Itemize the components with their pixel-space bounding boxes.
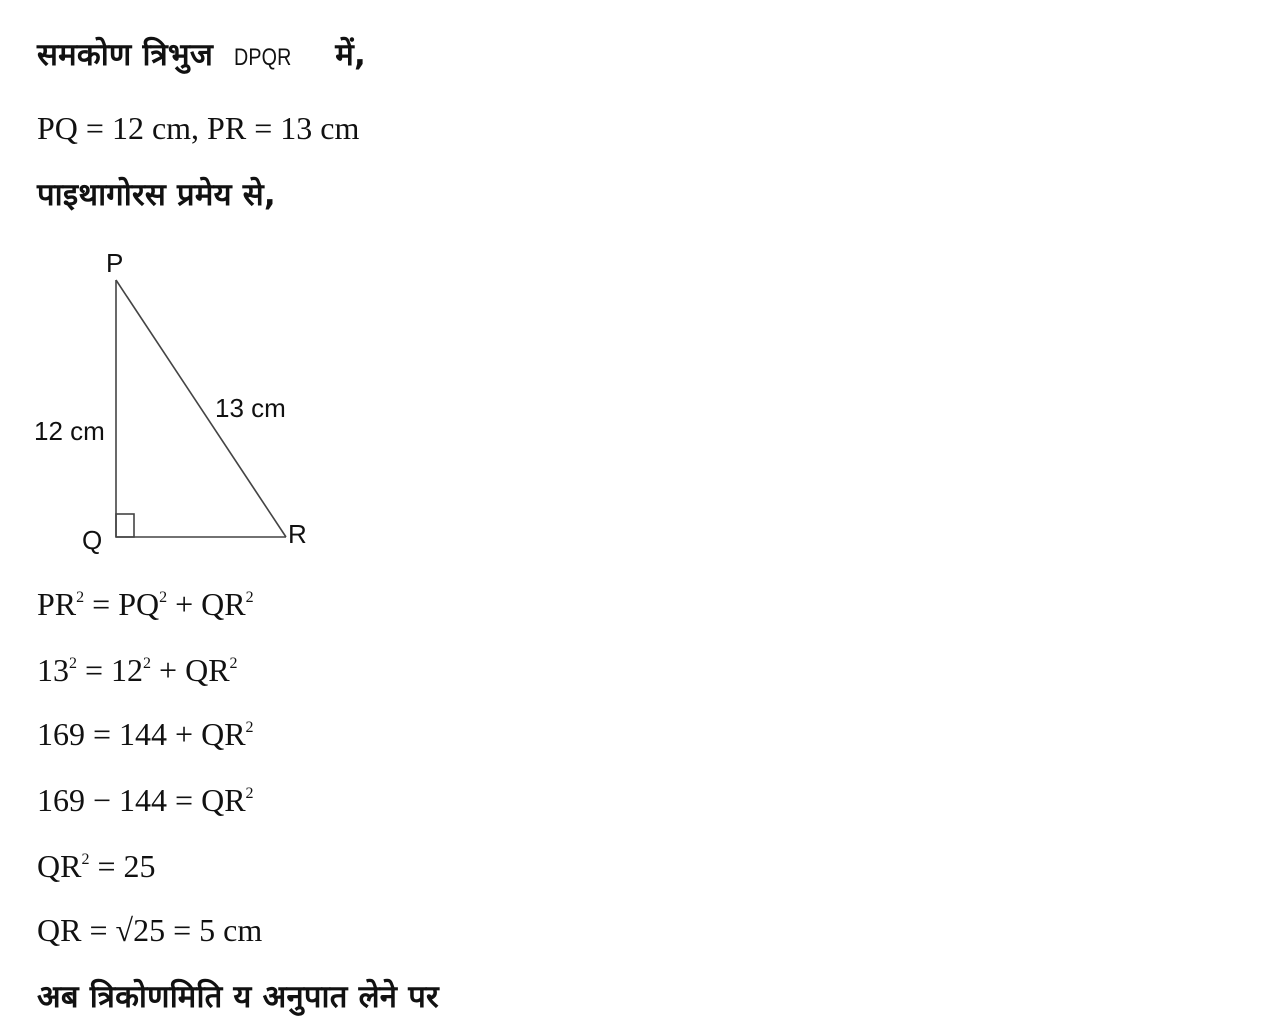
step-6: QR = √25 = 5 cm (37, 912, 263, 948)
right-angle-mark (116, 514, 134, 537)
step-3: $169 = 144 + QR^2$ (37, 716, 254, 752)
triangle-name: DPQR (234, 44, 292, 71)
step-2: $13^2 = 12^2 + QR^2$ (37, 652, 238, 688)
intro-label: समकोण त्रिभुज (37, 37, 214, 73)
side-pr-label: 13 cm (215, 393, 286, 423)
step-4: $169 - 144 = QR^2$ (37, 782, 254, 818)
side-pq-label: 12 cm (34, 416, 105, 446)
given-pq: PQ = 12 cm, (37, 110, 200, 146)
closing-line: अब त्रिकोणमिति य अनुपात लेने पर (37, 979, 439, 1015)
given-pr: PR = 13 cm (207, 110, 360, 146)
step-5: $QR^2 = 25$ (37, 848, 156, 884)
vertex-p-label: P (106, 248, 124, 278)
triangle-diagram (0, 0, 340, 570)
step-1: $PR^2 = PQ^2 + QR^2$ (37, 586, 254, 622)
intro-suffix: में, (335, 37, 366, 73)
theorem-line: पाइथागोरस प्रमेय से, (37, 177, 276, 213)
vertex-r-label: R (288, 519, 307, 549)
vertex-q-label: Q (82, 525, 103, 555)
